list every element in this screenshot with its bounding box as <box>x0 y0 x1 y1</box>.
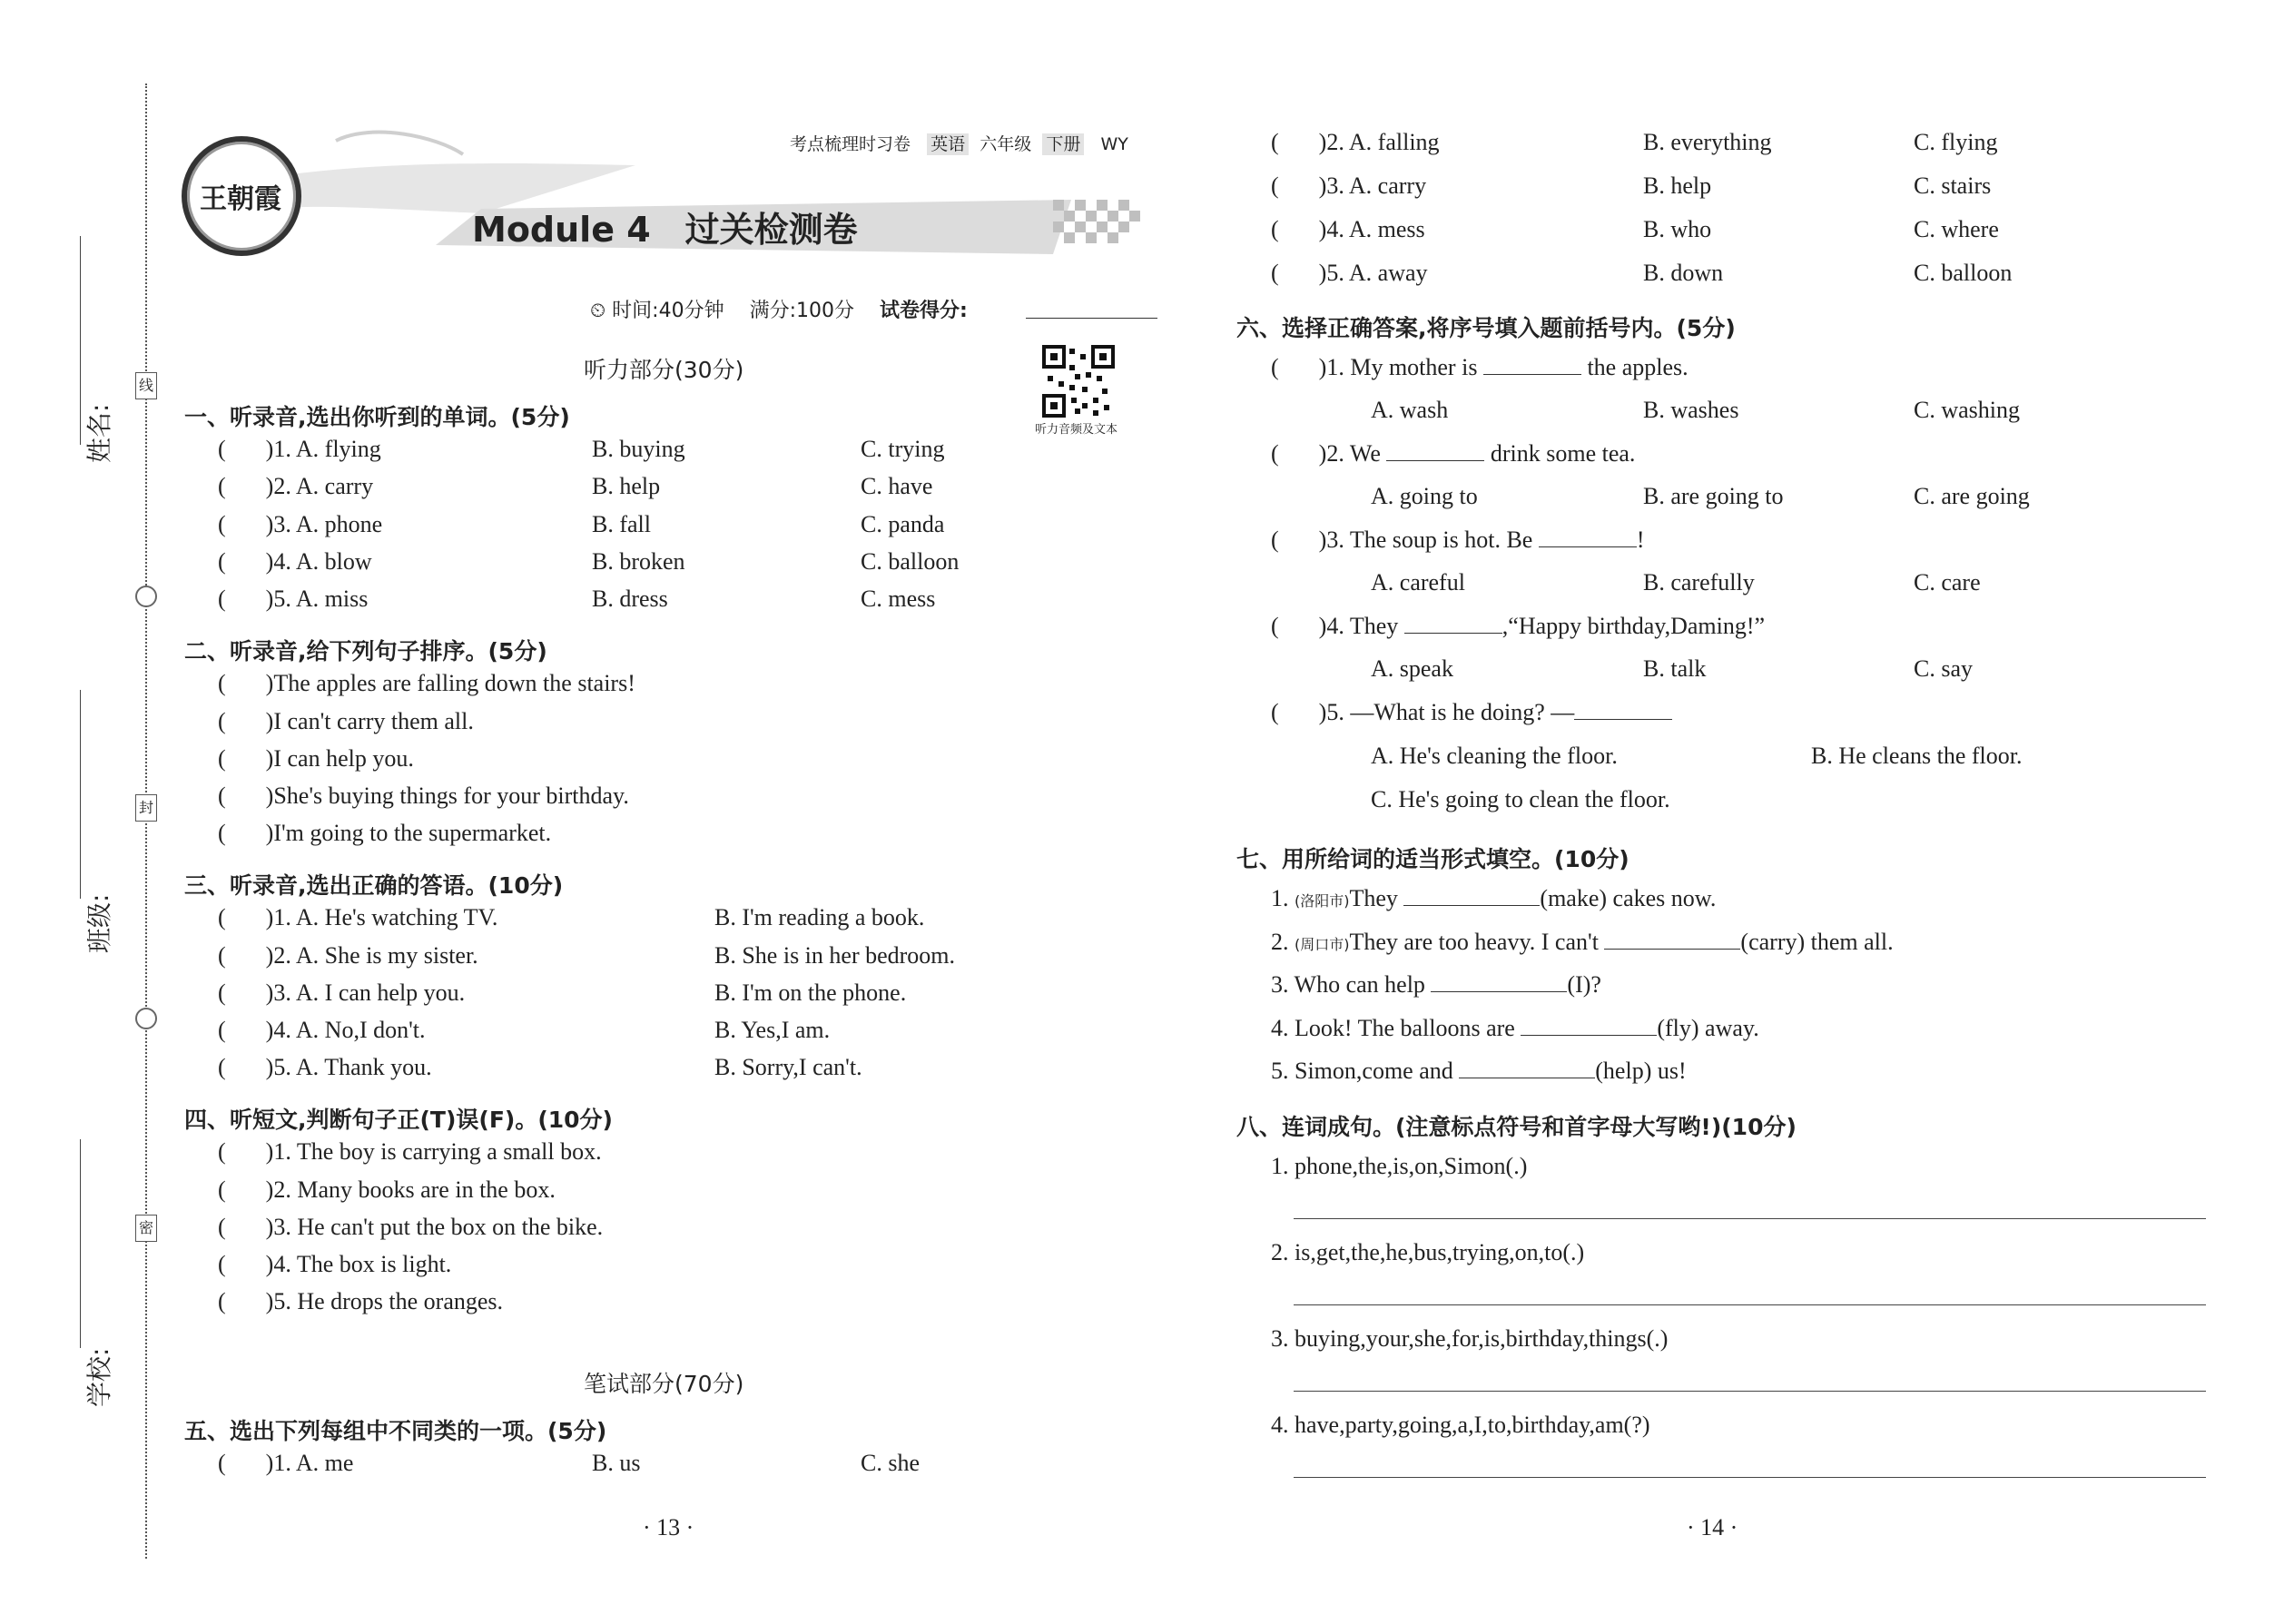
list-item: 3. Who can help (I)? <box>1271 971 1601 998</box>
answer-line[interactable] <box>1294 1477 2206 1478</box>
list-item: ( )4. They ,“Happy birthday,Daming!” <box>1271 613 1766 639</box>
option-b: B. are going to <box>1643 483 1784 509</box>
answer-blank[interactable] <box>1386 440 1484 461</box>
option-c: C. balloon <box>861 548 960 575</box>
option-c: C. she <box>861 1450 920 1476</box>
answer-blank[interactable] <box>1521 1015 1657 1036</box>
exam-info <box>590 295 968 323</box>
page-number-left: · 13 · <box>643 1514 694 1540</box>
answer-blank[interactable] <box>1431 971 1567 992</box>
answer-line[interactable] <box>1294 1218 2206 1219</box>
option-c: C. panda <box>861 511 945 537</box>
option-a: A. careful <box>1371 569 1465 595</box>
option-b: B. broken <box>592 548 685 575</box>
list-item: ( )I can't carry them all. <box>218 708 474 734</box>
class-label: 班级: <box>84 893 114 953</box>
option-b: B. help <box>592 473 661 499</box>
option-b: B. dress <box>592 586 668 612</box>
option-c: C. balloon <box>1914 260 2013 286</box>
punch-hole-icon <box>135 1008 157 1029</box>
option-b: B. us <box>592 1450 641 1476</box>
answer-blank[interactable] <box>1404 613 1502 634</box>
list-item: ( )3. A. carry <box>1271 172 1427 199</box>
list-item: ( )I can help you. <box>218 745 414 772</box>
option-b: B. help <box>1643 172 1712 199</box>
option-c: C. He's going to clean the floor. <box>1371 786 1670 812</box>
section-2-title: 二、听录音,给下列句子排序。(5分) <box>184 638 547 664</box>
header-subject: 英语 <box>927 133 969 155</box>
time-label: 时间:40分钟 <box>612 300 724 322</box>
seal-mark-mi: 密 <box>135 1215 157 1242</box>
option-c: C. are going <box>1914 483 2030 509</box>
option-c: C. have <box>861 473 933 499</box>
score-label: 试卷得分: <box>879 300 968 322</box>
header-grade: 六年级 <box>980 134 1032 154</box>
header-meta <box>790 131 1128 155</box>
header-volume: 下册 <box>1042 133 1084 155</box>
option-b: B. I'm reading a book. <box>714 904 925 930</box>
option-b: B. buying <box>592 436 685 462</box>
section-4-title: 四、听短文,判断句子正(T)误(F)。(10分) <box>184 1107 613 1133</box>
list-item: ( )3. A. I can help you. <box>218 979 466 1006</box>
seal-mark-feng: 封 <box>135 794 157 822</box>
answer-line[interactable] <box>1294 1391 2206 1392</box>
list-item: ( )3. The soup is hot. Be ! <box>1271 527 1645 553</box>
list-item: ( )1. The boy is carrying a small box. <box>218 1138 602 1165</box>
list-item: ( )5. —What is he doing? — <box>1271 699 1672 726</box>
list-item: ( )3. He can't put the box on the bike. <box>218 1214 604 1240</box>
list-item: ( )1. A. flying <box>218 436 381 462</box>
name-label: 姓名: <box>84 403 114 463</box>
option-c: C. say <box>1914 655 1973 682</box>
answer-blank[interactable] <box>1403 885 1540 906</box>
list-item: ( )I'm going to the supermarket. <box>218 820 552 846</box>
option-b: B. talk <box>1643 655 1707 682</box>
list-item: 4. have,party,going,a,I,to,birthday,am(?) <box>1271 1412 1650 1438</box>
list-item: ( )2. Many books are in the box. <box>218 1176 556 1203</box>
list-item: ( )She's buying things for your birthday. <box>218 782 629 809</box>
list-item: ( )3. A. phone <box>218 511 383 537</box>
clock-icon: ⏲ <box>590 300 606 322</box>
list-item: ( )4. A. blow <box>218 548 372 575</box>
answer-blank[interactable] <box>1574 699 1672 720</box>
option-a: A. wash <box>1371 397 1449 423</box>
page-title: Module 4 过关检测卷 <box>472 210 858 250</box>
option-b: B. I'm on the phone. <box>714 979 907 1006</box>
answer-blank[interactable] <box>1459 1058 1595 1078</box>
list-item: 1. phone,the,is,on,Simon(.) <box>1271 1153 1528 1179</box>
listening-title: 听力部分(30分) <box>584 357 744 383</box>
qr-code-icon[interactable] <box>1042 345 1115 418</box>
option-b: B. who <box>1643 216 1712 242</box>
answer-line[interactable] <box>1294 1304 2206 1305</box>
option-a: A. He's cleaning the floor. <box>1371 743 1618 769</box>
option-b: B. carefully <box>1643 569 1755 595</box>
list-item: ( )5. He drops the oranges. <box>218 1288 504 1314</box>
list-item: 2. (周口市)They are too heavy. I can't (carry) them all. <box>1271 929 1894 955</box>
header-edition: WY <box>1100 134 1128 154</box>
option-a: A. speak <box>1371 655 1453 682</box>
page-number-right: · 14 · <box>1687 1514 1738 1540</box>
section-8-title: 八、连词成句。(注意标点符号和首字母大写哟!)(10分) <box>1236 1114 1797 1140</box>
list-item: ( )4. A. mess <box>1271 216 1425 242</box>
answer-blank[interactable] <box>1539 527 1637 547</box>
answer-blank[interactable] <box>1604 929 1740 950</box>
option-b: B. He cleans the floor. <box>1811 743 2023 769</box>
list-item: ( )5. A. miss <box>218 586 369 612</box>
option-c: C. care <box>1914 569 1981 595</box>
option-a: A. going to <box>1371 483 1478 509</box>
list-item: 5. Simon,come and (help) us! <box>1271 1058 1687 1084</box>
option-b: B. washes <box>1643 397 1739 423</box>
list-item: ( )2. A. She is my sister. <box>218 942 478 969</box>
list-item: ( )4. A. No,I don't. <box>218 1017 426 1043</box>
option-b: B. Yes,I am. <box>714 1017 831 1043</box>
option-c: C. washing <box>1914 397 2020 423</box>
logo-emblem <box>182 136 301 256</box>
logo-text: 王朝霞 <box>200 183 281 215</box>
section-1-title: 一、听录音,选出你听到的单词。(5分) <box>184 404 570 430</box>
list-item: 3. buying,your,she,for,is,birthday,things(.) <box>1271 1325 1669 1352</box>
list-item: ( )1. My mother is the apples. <box>1271 354 1689 380</box>
section-7-title: 七、用所给词的适当形式填空。(10分) <box>1236 846 1629 872</box>
list-item: 1. (洛阳市)They (make) cakes now. <box>1271 885 1717 911</box>
option-c: C. stairs <box>1914 172 1992 199</box>
option-c: C. where <box>1914 216 1999 242</box>
seal-mark-xian: 线 <box>135 372 157 399</box>
section-3-title: 三、听录音,选出正确的答语。(10分) <box>184 872 564 899</box>
written-title: 笔试部分(70分) <box>584 1371 744 1397</box>
list-item: ( )The apples are falling down the stairs! <box>218 670 635 696</box>
list-item: ( )4. The box is light. <box>218 1251 452 1277</box>
list-item: ( )2. We drink some tea. <box>1271 440 1636 467</box>
list-item: ( )2. A. carry <box>218 473 374 499</box>
section-6-title: 六、选择正确答案,将序号填入题前括号内。(5分) <box>1236 315 1736 341</box>
list-item: ( )2. A. falling <box>1271 129 1440 155</box>
option-b: B. everything <box>1643 129 1772 155</box>
class-field[interactable] <box>80 690 81 899</box>
option-b: B. Sorry,I can't. <box>714 1054 862 1080</box>
punch-hole-icon <box>135 586 157 607</box>
option-b: B. down <box>1643 260 1724 286</box>
option-c: C. mess <box>861 586 936 612</box>
score-field[interactable] <box>1026 318 1157 319</box>
option-c: C. trying <box>861 436 945 462</box>
full-marks: 满分:100分 <box>749 300 854 322</box>
list-item: 2. is,get,the,he,bus,trying,on,to(.) <box>1271 1239 1585 1265</box>
qr-caption: 听力音频及文本 <box>1035 423 1118 437</box>
section-5-title: 五、选出下列每组中不同类的一项。(5分) <box>184 1418 607 1444</box>
option-c: C. flying <box>1914 129 1998 155</box>
answer-blank[interactable] <box>1483 354 1581 375</box>
list-item: ( )5. A. away <box>1271 260 1428 286</box>
list-item: ( )5. A. Thank you. <box>218 1054 432 1080</box>
option-b: B. fall <box>592 511 651 537</box>
option-b: B. She is in her bedroom. <box>714 942 956 969</box>
list-item: 4. Look! The balloons are (fly) away. <box>1271 1015 1759 1041</box>
school-label: 学校: <box>84 1347 114 1407</box>
header-series: 考点梳理时习卷 <box>790 134 911 154</box>
school-field[interactable] <box>80 1139 81 1348</box>
list-item: ( )1. A. me <box>218 1450 354 1476</box>
list-item: ( )1. A. He's watching TV. <box>218 904 498 930</box>
